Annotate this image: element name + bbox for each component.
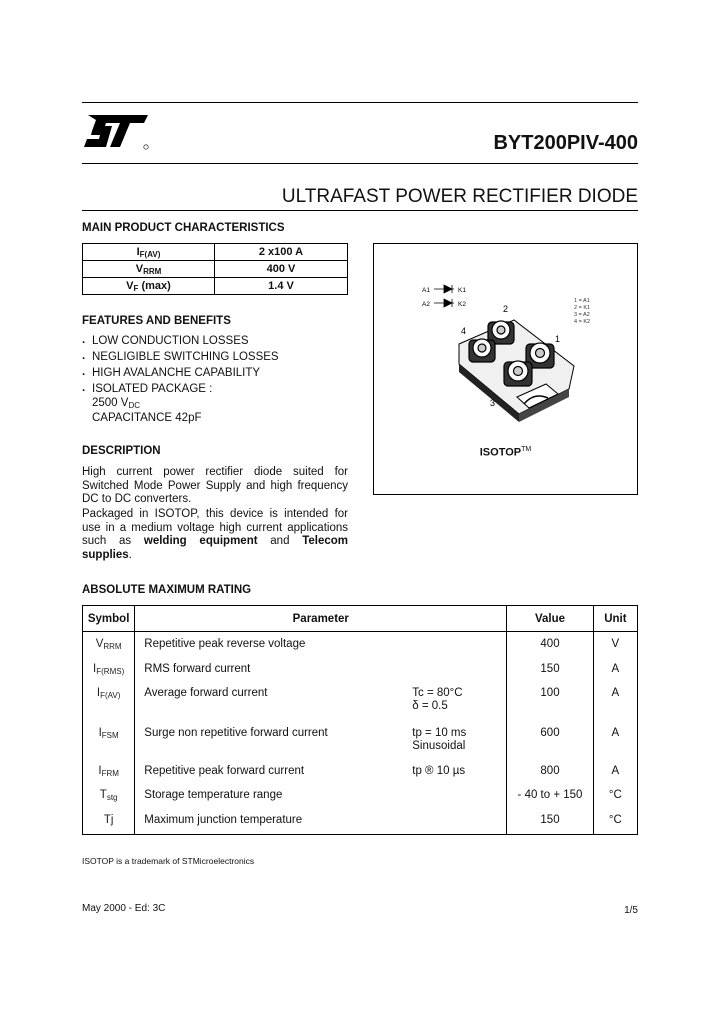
- pin-label-4: 4: [461, 326, 467, 336]
- package-box: [373, 243, 638, 495]
- pin-legend-3: 3 = A2: [574, 312, 590, 318]
- pin-legend-2: 2 = K1: [574, 305, 591, 311]
- page-title: ULTRAFAST POWER RECTIFIER DIODE: [281, 186, 638, 207]
- package-name: ISOTOP™: [479, 446, 532, 459]
- schematic-a1: A1: [422, 287, 430, 294]
- table-row: $I_{F(AV)}$ 2 x100 A: [83, 244, 348, 261]
- table-row: $V_{RRM}$ 400 V: [83, 261, 348, 278]
- pin-label-1: 1: [555, 334, 561, 344]
- capacitance: CAPACITANCE 42pF: [92, 412, 202, 424]
- logo-text: [152, 107, 153, 108]
- description-heading: DESCRIPTION: [82, 445, 161, 457]
- part-number: BYT200PIV-400: [493, 132, 638, 154]
- main-characteristics-table: [82, 243, 348, 295]
- page-number: 1/5: [624, 905, 638, 916]
- list-item: . ISOLATED PACKAGE : 2500 $V_{DC}$ CAPACITANCE 42pF: [82, 382, 213, 424]
- schematic-a2: A2: [422, 301, 430, 308]
- list-item: . HIGH AVALANCHE CAPABILITY: [82, 366, 261, 379]
- pin-legend: [574, 298, 590, 325]
- pin-label-3: 3: [490, 398, 496, 408]
- list-item: . NEGLIGIBLE SWITCHING LOSSES: [82, 350, 279, 363]
- features-list: [82, 335, 279, 426]
- schematic-k1: K1: [458, 287, 466, 294]
- main-characteristics-heading: MAIN PRODUCT CHARACTERISTICS: [82, 222, 285, 234]
- trademark-note: ISOTOP is a trademark of STMicroelectronics: [82, 856, 255, 866]
- st-logo: [82, 107, 152, 155]
- pin-label-2: 2: [503, 304, 509, 314]
- table-row: Tj Maximum junction temperature 150 °C: [83, 808, 638, 835]
- table-row: $T_{stg}$ Storage temperature range - 40 to + 150 °C: [83, 783, 638, 808]
- abs-max-heading: ABSOLUTE MAXIMUM RATING: [82, 584, 252, 596]
- isolation-voltage: 2500 $V_{DC}$: [92, 396, 141, 410]
- schematic-k2: K2: [458, 301, 466, 308]
- abs-max-table: [82, 605, 638, 835]
- table-row: $I_{FRM}$ Repetitive peak forward current tp ® 10 µs 800 A: [83, 759, 638, 783]
- table-row: $V_{RRM}$ Repetitive peak reverse voltage 400 V: [83, 632, 638, 657]
- table-row: $V_F$ (max) 1.4 V: [83, 278, 348, 295]
- table-header-row: Symbol Parameter Value Unit: [83, 606, 638, 632]
- list-item: . LOW CONDUCTION LOSSES: [82, 334, 249, 347]
- title-rule: [82, 163, 638, 164]
- top-rule: [82, 102, 638, 103]
- pin-legend-1: 1 = A1: [574, 298, 590, 304]
- features-heading: FEATURES AND BENEFITS: [82, 315, 231, 327]
- description-paragraph-2: Packaged in ISOTOP, this device is intended for use in a medium voltage high current applications such as welding equipment and Telecom supplies.: [82, 508, 349, 561]
- table-row: $I_{F(RMS)}$ RMS forward current 150 A: [83, 657, 638, 681]
- description-paragraph-1: High current power rectifier diode suited for Switched Mode Power Supply and high frequency DC to DC converters.: [82, 466, 348, 505]
- pin-legend-4: 4 = K2: [574, 319, 591, 325]
- table-row: $I_{FSM}$ Surge non repetitive forward current tp = 10 ms Sinusoidal 600 A: [83, 721, 638, 759]
- diode-schematic: [434, 285, 454, 307]
- table-row: $I_{F(AV)}$ Average forward current Tc = 80°C δ = 0.5 100 A: [83, 681, 638, 721]
- edition-date: May 2000 - Ed: 3C: [82, 903, 166, 914]
- subtitle-rule: [82, 210, 638, 211]
